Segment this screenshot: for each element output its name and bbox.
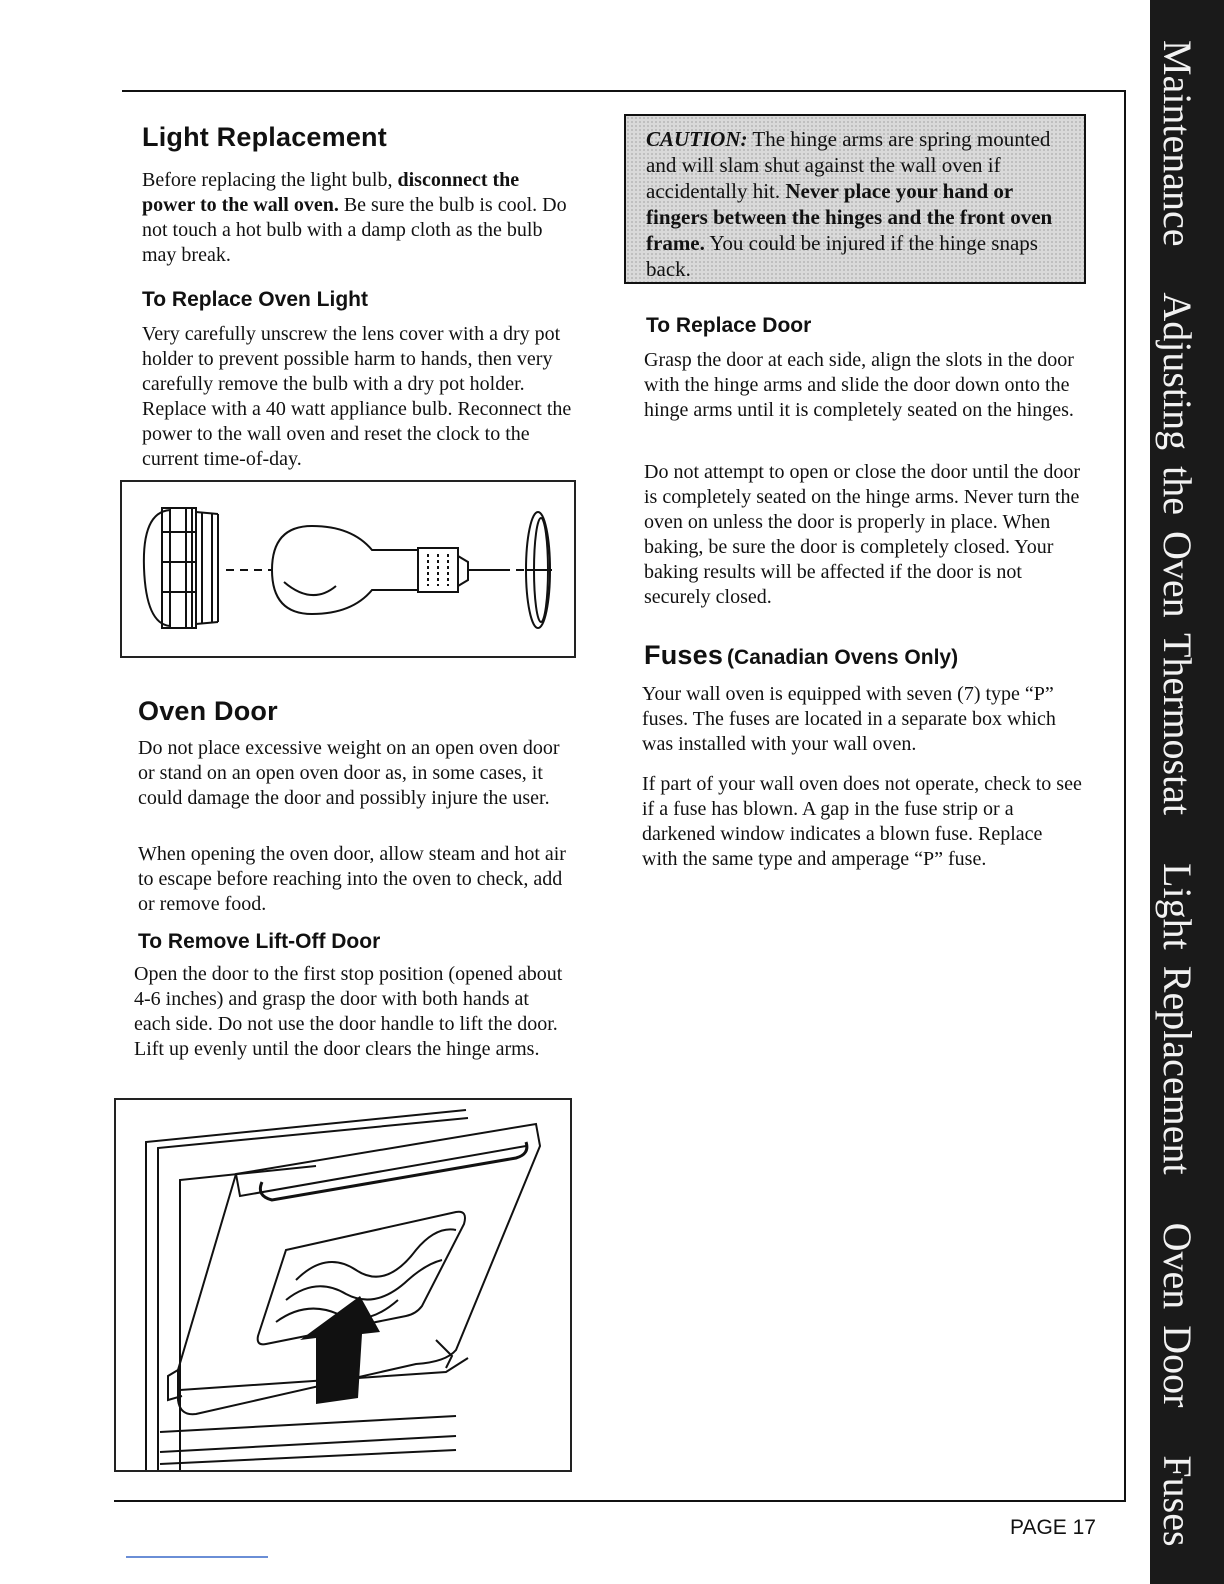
caution-warning: Never place your hand or fingers between the hinges and the front oven frame.: [646, 179, 1053, 255]
sidebar-tab-maintenance[interactable]: Maintenance: [1155, 40, 1200, 247]
oven-door-para-2: When opening the oven door, allow steam and hot air to escape before reaching into the oven to check, add or remove food.: [138, 843, 566, 915]
page-number: PAGE 17: [1010, 1516, 1096, 1539]
top-rule: [122, 90, 1126, 92]
oven-door-diagram-icon: [116, 1100, 570, 1470]
caution-label: CAUTION:: [646, 127, 748, 151]
caution-text: [646, 126, 1070, 282]
sidebar-tab-oven-door[interactable]: Oven Door: [1155, 1222, 1200, 1408]
bulb-illustration: [120, 480, 576, 658]
fuses-para-1: Your wall oven is equipped with seven (7) type “P” fuses. The fuses are located in a separate box which was installed with your wall oven.: [642, 683, 1056, 755]
bottom-rule: [114, 1500, 1126, 1502]
sidebar-tab-fuses[interactable]: Fuses: [1155, 1455, 1200, 1547]
light-replacement-intro: [142, 168, 572, 268]
replace-door-title: To Replace Door: [646, 314, 812, 337]
remove-door-body: Open the door to the first stop position (opened about 4-6 inches) and grasp the door with both hands at each side. Do not use the door handle to lift the door. Lift up evenly until the door clears the hinge arms.: [134, 963, 563, 1060]
right-rule: [1124, 90, 1126, 1502]
replace-oven-light-title: To Replace Oven Light: [142, 288, 368, 311]
oven-door-para-1: Do not place excessive weight on an open oven door or stand on an open oven door as, in some cases, it could damage the door and possibly injure the user.: [138, 737, 560, 809]
light-replacement-title: Light Replacement: [142, 122, 387, 152]
intro-text: Before replacing the light bulb,: [142, 169, 398, 191]
section-sidebar: [1150, 0, 1224, 1584]
remove-door-title: To Remove Lift-Off Door: [138, 930, 381, 953]
sidebar-tab-thermostat[interactable]: Adjusting the Oven Thermostat: [1155, 292, 1200, 816]
oven-door-title: Oven Door: [138, 696, 278, 726]
intro-warning: disconnect the power to the wall oven.: [142, 169, 520, 216]
replace-oven-light-body: Very carefully unscrew the lens cover with a dry pot holder to prevent possible harm to hands, then very carefully remove the bulb with a dry pot holder. Replace with a 40 watt appliance bulb. Reconnect the power to the wall oven and reset the clock to the current time-of-day.: [142, 323, 572, 470]
replace-door-para-2: Do not attempt to open or close the door until the door is completely seated on the hinge arms. Never turn the oven on unless the door is properly in place. When baking, be sure the door is completely closed. Your baking results will be affected if the door is not securely closed.: [644, 461, 1081, 608]
fuses-title: Fuses: [644, 640, 724, 670]
caution-box: [624, 114, 1086, 284]
intro-text-after: Be sure the bulb is cool. Do not touch a hot bulb with a damp cloth as the bulb may break.: [142, 194, 567, 266]
caution-text-1: The hinge arms are spring mounted and will slam shut against the wall oven if accidentally hit.: [646, 127, 1051, 203]
sidebar-tabs: [1154, 40, 1201, 1547]
bulb-diagram-icon: [122, 482, 574, 656]
caution-text-2: You could be injured if the hinge snaps back.: [646, 231, 1038, 281]
sidebar-tab-light[interactable]: Light Replacement: [1155, 863, 1200, 1175]
fuses-para-2: If part of your wall oven does not operate, check to see if a fuse has blown. A gap in the fuse strip or a darkened window indicates a blown fuse. Replace with the same type and amperage “P” fuse.: [642, 773, 1082, 870]
oven-door-illustration: [114, 1098, 572, 1472]
replace-door-para-1: Grasp the door at each side, align the slots in the door with the hinge arms and slide the door down onto the hinge arms until it is completely seated on the hinges.: [644, 349, 1074, 421]
fuses-title-suffix: (Canadian Ovens Only): [727, 646, 959, 669]
footer-accent-line: [126, 1556, 268, 1558]
fuses-heading: [644, 640, 958, 671]
